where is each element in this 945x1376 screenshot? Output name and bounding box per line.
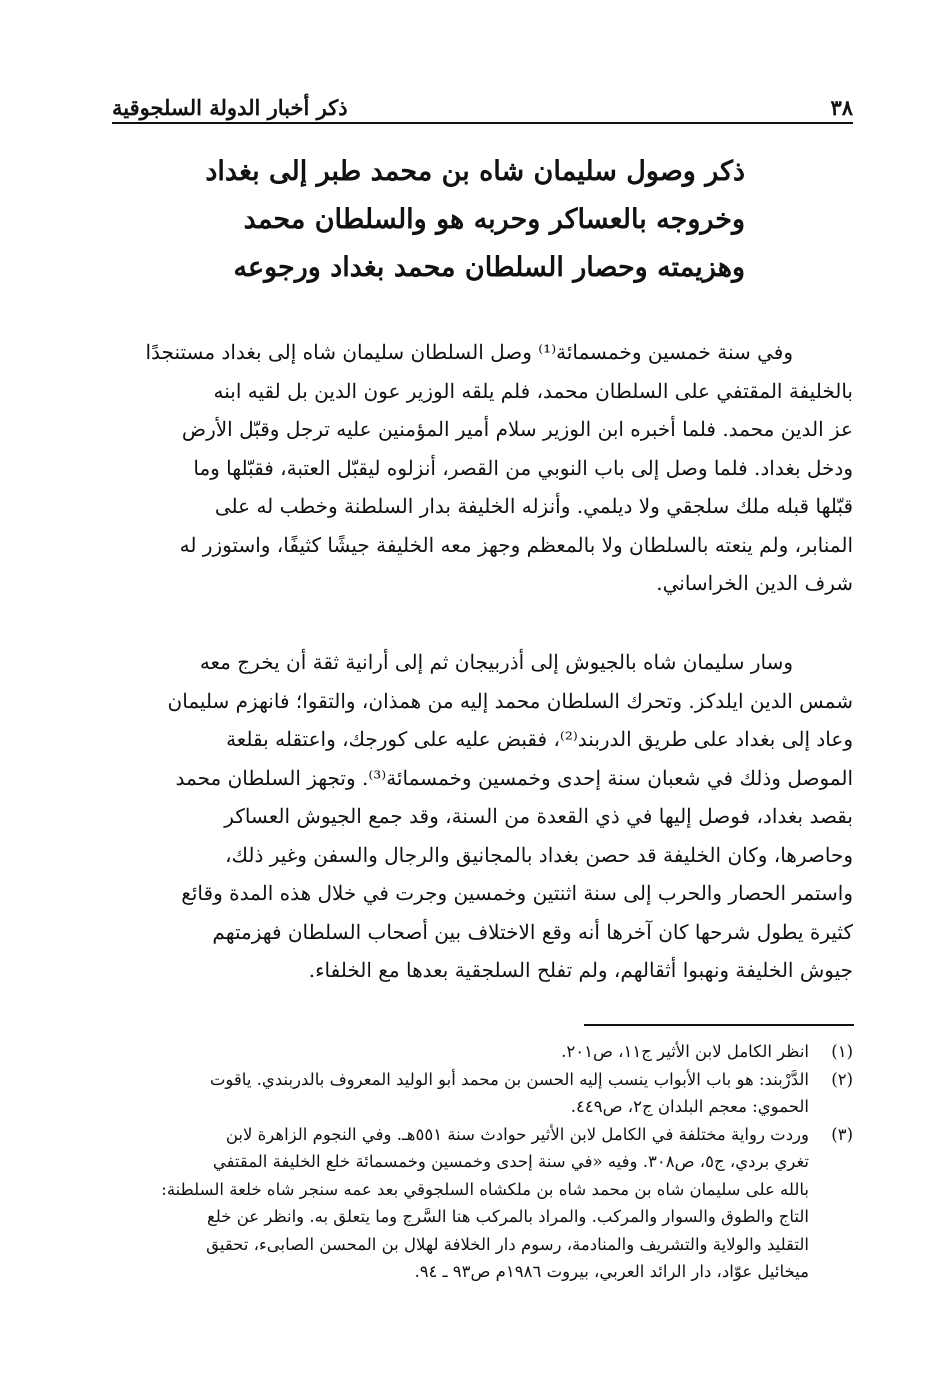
- running-title: ذكر أخبار الدولة السلجوقية: [112, 95, 348, 120]
- page-number: ٣٨: [830, 95, 853, 120]
- footnote-line: الحموي: معجم البلدان ج٢، ص٤٤٩.: [570, 1097, 809, 1116]
- text-line: وفي سنة خمسين وخمسمائة⁽¹⁾ وصل السلطان سليمان شاه إلى بغداد مستنجدًا: [145, 340, 793, 364]
- text-line: واستمر الحصار والحرب إلى سنة اثنتين وخمسين وجرت في خلال هذه المدة وقائع: [181, 881, 853, 905]
- footnote-text: [112, 1066, 809, 1121]
- footnote-line: بالله على سليمان شاه بن محمد شاه بن ملكشاه السلجوقي بعد عمه سنجر شاه خلعة السلطنة:: [161, 1179, 809, 1199]
- footnote-rule: [584, 1024, 854, 1026]
- footnote-line: وردت رواية مختلفة في الكامل لابن الأثير حوادث سنة ٥٥١هـ. وفي النجوم الزاهرة لابن: [225, 1124, 809, 1144]
- footnote-1: [112, 1038, 853, 1066]
- text-line: بقصد بغداد، فوصل إليها في ذي القعدة من السنة، وقد جمع الجيوش العساكر: [224, 804, 853, 828]
- text-line: ودخل بغداد. فلما وصل إلى باب النوبي من القصر، أنزلوه ليقبّل العتبة، فقبّلها وما: [193, 455, 853, 480]
- footnote-line: الدَّرْبند: هو باب الأبواب ينسب إليه الحسن بن محمد أبو الوليد المعروف بالدربندي. ياقوت: [209, 1069, 809, 1089]
- chapter-title: [190, 148, 745, 292]
- footnote-marker: (١): [831, 1042, 853, 1061]
- text-line: جيوش الخليفة ونهبوا أثقالهم، ولم تفلح السلجقية بعدها مع الخلفاء.: [308, 958, 853, 982]
- footnote-2: [112, 1066, 853, 1121]
- footnote-line: تغري بردي، ج٥، ص٣٠٨. وفيه «في سنة إحدى وخمسين وخمسمائة خلع الخليفة المقتفي: [212, 1152, 809, 1171]
- footnote-text: [112, 1121, 809, 1286]
- text-line: المنابر، ولم ينعته بالسلطان ولا بالمعظم وجهز معه الخليفة جيشًا كثيفًا، واستوزر له: [179, 532, 853, 557]
- text-line: قبّلها قبله ملك سلجقي ولا ديلمي. وأنزله الخليفة بدار السلطنة وخطب له على: [214, 494, 853, 518]
- title-line: ذكر وصول سليمان شاه بن محمد طبر إلى بغداد: [205, 156, 745, 187]
- title-line: وخروجه بالعساكر وحربه هو والسلطان محمد: [243, 204, 745, 235]
- footnote-marker: (٣): [831, 1124, 853, 1144]
- text-line: شمس الدين ايلدكز. وتحرك السلطان محمد إليه من همذان، والتقوا؛ فانهزم سليمان: [167, 688, 853, 713]
- footnote-text: [112, 1038, 809, 1066]
- text-line: الموصل وذلك في شعبان سنة إحدى وخمسين وخمسمائة⁽³⁾. وتجهز السلطان محمد: [175, 765, 853, 790]
- paragraph-2: [112, 643, 853, 990]
- running-header: [112, 86, 853, 120]
- footnote-line: انظر الكامل لابن الأثير ج١١، ص٢٠١.: [561, 1042, 809, 1061]
- text-line: كثيرة يطول شرحها كان آخرها أنه وقع الاختلاف بين أصحاب السلطان فهزمتهم: [212, 919, 853, 944]
- footnote-line: التاج والطوق والسوار والمركب. والمراد بالمركب هنا السَّرج وما يتعلق به. وانظر عن خلع: [207, 1207, 809, 1226]
- text-line: وسار سليمان شاه بالجيوش إلى أذربيجان ثم إلى أرانية ثقة أن يخرج معه: [199, 650, 793, 674]
- footnote-3: [112, 1121, 853, 1286]
- text-line: شرف الدين الخراساني.: [656, 571, 853, 595]
- footnote-marker: (٢): [831, 1069, 853, 1089]
- paragraph-1: [112, 333, 853, 603]
- footnote-line: ميخائيل عوّاد، دار الرائد العربي، بيروت ١٩٨٦م ص٩٣ ـ ٩٤.: [414, 1262, 809, 1281]
- footnote-line: التقليد والولاية والتشريف والمنادمة، رسوم دار الخلافة لهلال بن المحسن الصابىء، تحقيق: [206, 1234, 809, 1254]
- title-line: وهزيمته وحصار السلطان محمد بغداد ورجوعه: [233, 252, 745, 283]
- text-line: وعاد إلى بغداد على طريق الدربند⁽²⁾، فقبض عليه على كورجك، واعتقله بقلعة: [226, 727, 853, 751]
- text-line: عز الدين محمد. فلما أخبره ابن الوزير سلام أمير المؤمنين عليه ترجل وقبّل الأرض: [181, 417, 853, 441]
- header-rule: [112, 122, 853, 124]
- footnotes: [112, 1038, 853, 1286]
- text-line: بالخليفة المقتفي على السلطان محمد، فلم يلقه الوزير عون الدين بل لقيه ابنه: [213, 378, 853, 403]
- text-line: وحاصرها، وكان الخليفة قد حصن بغداد بالمجانيق والرجال والسفن وغير ذلك،: [225, 842, 853, 867]
